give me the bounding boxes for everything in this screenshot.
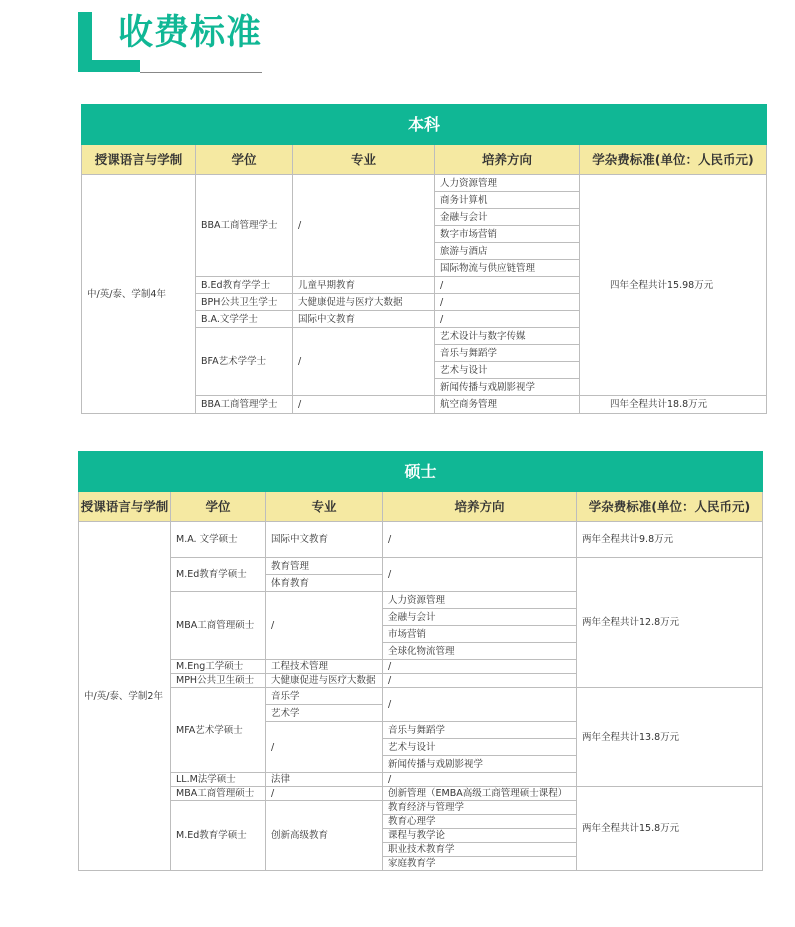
table-cell: B.A.文学学士 <box>196 311 293 328</box>
col-header-degree: 学位 <box>196 145 293 175</box>
table-cell: 航空商务管理 <box>435 396 580 414</box>
table-cell: 中/英/泰、学制2年 <box>79 522 171 871</box>
title-divider <box>140 72 262 73</box>
master-table-title: 硕士 <box>79 452 763 492</box>
table-cell: 商务计算机 <box>435 192 580 209</box>
table-cell: 中/英/泰、学制4年 <box>82 175 196 414</box>
table-cell: / <box>435 294 580 311</box>
table-cell: 课程与教学论 <box>383 829 577 843</box>
table-cell: / <box>383 660 577 674</box>
title-accent-base <box>78 60 140 72</box>
table-cell: 艺术设计与数字传媒 <box>435 328 580 345</box>
master-fee-table <box>78 451 763 871</box>
table-cell: 市场营销 <box>383 626 577 643</box>
undergrad-table-title: 本科 <box>82 105 767 145</box>
table-cell: 法律 <box>266 773 383 787</box>
table-cell: 儿童早期教育 <box>293 277 435 294</box>
table-cell: 旅游与酒店 <box>435 243 580 260</box>
table-cell: 艺术与设计 <box>435 362 580 379</box>
table-cell: 人力资源管理 <box>435 175 580 192</box>
table-cell: 两年全程共计15.8万元 <box>577 787 763 871</box>
table-cell: 艺术与设计 <box>383 739 577 756</box>
table-cell: 教育心理学 <box>383 815 577 829</box>
table-cell: 两年全程共计13.8万元 <box>577 688 763 787</box>
col-header-lang: 授课语言与学制 <box>79 492 171 522</box>
table-cell: 金融与会计 <box>435 209 580 226</box>
table-cell: 新闻传播与戏剧影视学 <box>383 756 577 773</box>
table-cell: / <box>266 722 383 773</box>
table-cell: M.Ed教育学硕士 <box>171 801 266 871</box>
table-cell: BBA工商管理学士 <box>196 175 293 277</box>
table-cell: 国际中文教育 <box>293 311 435 328</box>
table-cell: / <box>266 787 383 801</box>
table-cell: 音乐与舞蹈学 <box>383 722 577 739</box>
table-cell: / <box>293 175 435 277</box>
table-cell: 职业技术教育学 <box>383 843 577 857</box>
table-cell: 艺术学 <box>266 705 383 722</box>
table-cell: 国际中文教育 <box>266 522 383 558</box>
table-cell: MBA工商管理硕士 <box>171 787 266 801</box>
col-header-major: 专业 <box>293 145 435 175</box>
table-cell: / <box>293 396 435 414</box>
table-cell: 大健康促进与医疗大数据 <box>293 294 435 311</box>
table-cell: 工程技术管理 <box>266 660 383 674</box>
table-cell: / <box>435 311 580 328</box>
col-header-fee: 学杂费标准(单位：人民币元) <box>577 492 763 522</box>
col-header-major: 专业 <box>266 492 383 522</box>
table-cell: M.A. 文学硕士 <box>171 522 266 558</box>
table-cell: M.Eng工学硕士 <box>171 660 266 674</box>
table-cell: 家庭教育学 <box>383 857 577 871</box>
table-cell: 全球化物流管理 <box>383 643 577 660</box>
table-cell: / <box>383 558 577 592</box>
table-cell: 两年全程共计9.8万元 <box>577 522 763 558</box>
table-cell: 教育经济与管理学 <box>383 801 577 815</box>
table-cell: BBA工商管理学士 <box>196 396 293 414</box>
table-cell: / <box>383 688 577 722</box>
table-cell: / <box>383 522 577 558</box>
table-cell: 数字市场营销 <box>435 226 580 243</box>
table-cell: 两年全程共计12.8万元 <box>577 558 763 688</box>
table-cell: 四年全程共计18.8万元 <box>580 396 767 414</box>
table-cell: 大健康促进与医疗大数据 <box>266 674 383 688</box>
table-cell: / <box>383 674 577 688</box>
table-cell: BFA艺术学学士 <box>196 328 293 396</box>
table-cell: BPH公共卫生学士 <box>196 294 293 311</box>
table-cell: / <box>383 773 577 787</box>
table-cell: 教育管理 <box>266 558 383 575</box>
undergrad-fee-table <box>81 104 767 414</box>
table-cell: 人力资源管理 <box>383 592 577 609</box>
col-header-degree: 学位 <box>171 492 266 522</box>
table-cell: 国际物流与供应链管理 <box>435 260 580 277</box>
table-cell: MFA艺术学硕士 <box>171 688 266 773</box>
table-cell: 创新高级教育 <box>266 801 383 871</box>
table-cell: 新闻传播与戏剧影视学 <box>435 379 580 396</box>
table-cell: B.Ed教育学学士 <box>196 277 293 294</box>
table-cell: 体育教育 <box>266 575 383 592</box>
table-cell: / <box>435 277 580 294</box>
col-header-fee: 学杂费标准(单位：人民币元) <box>580 145 767 175</box>
table-cell: MPH公共卫生硕士 <box>171 674 266 688</box>
page-title: 收费标准 <box>118 13 263 53</box>
table-cell: MBA工商管理硕士 <box>171 592 266 660</box>
table-cell: M.Ed教育学硕士 <box>171 558 266 592</box>
table-cell: / <box>293 328 435 396</box>
table-cell: LL.M法学硕士 <box>171 773 266 787</box>
table-cell: 创新管理（EMBA高级工商管理硕士课程） <box>383 787 577 801</box>
page-header <box>78 8 268 74</box>
col-header-direction: 培养方向 <box>435 145 580 175</box>
table-cell: 金融与会计 <box>383 609 577 626</box>
table-cell: / <box>266 592 383 660</box>
table-cell: 音乐学 <box>266 688 383 705</box>
table-cell: 音乐与舞蹈学 <box>435 345 580 362</box>
col-header-lang: 授课语言与学制 <box>82 145 196 175</box>
table-cell: 四年全程共计15.98万元 <box>580 175 767 396</box>
col-header-direction: 培养方向 <box>383 492 577 522</box>
